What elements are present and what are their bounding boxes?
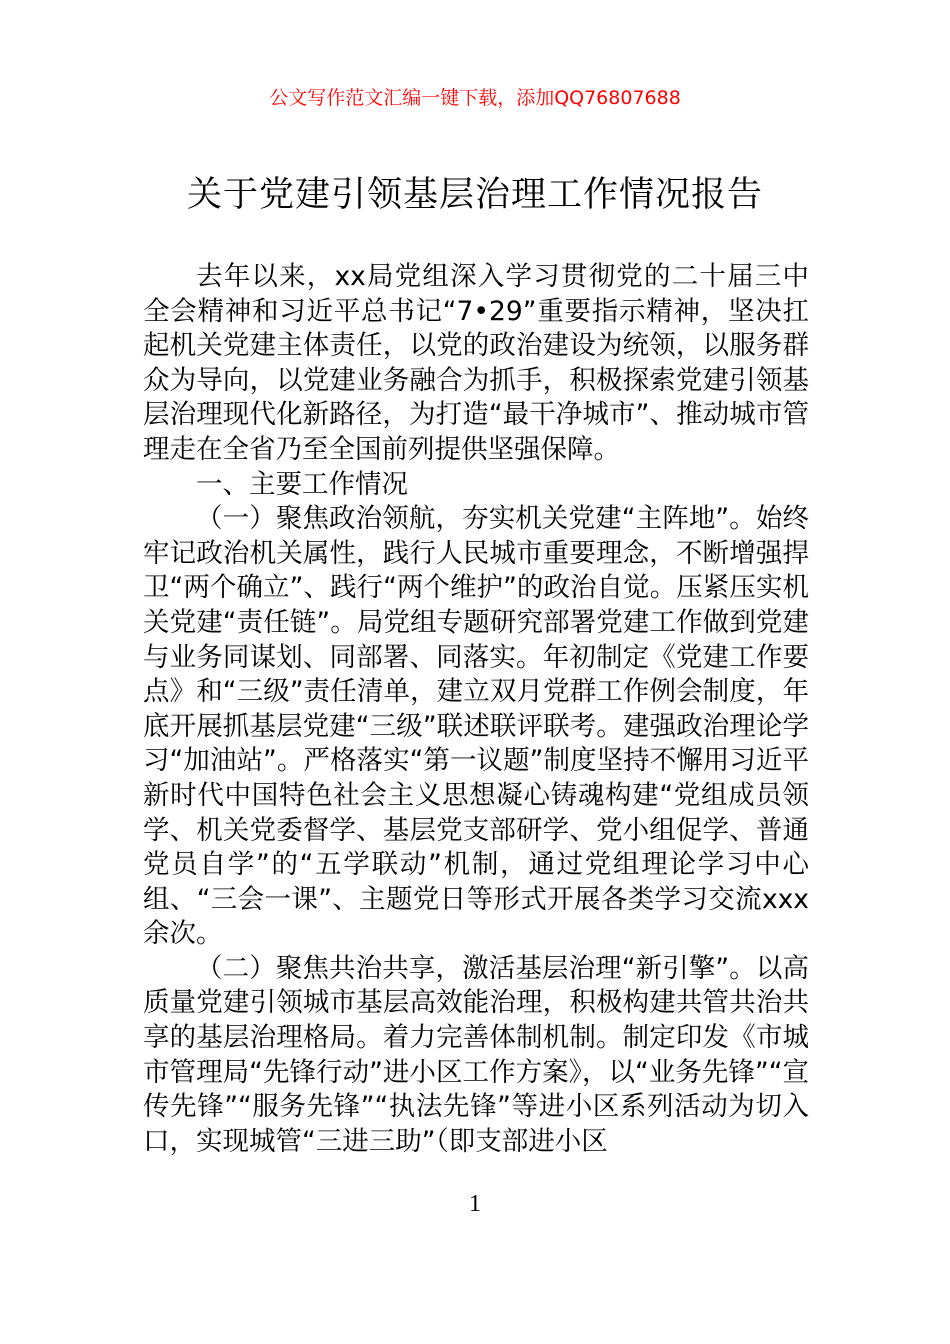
intro-paragraph: 去年以来，xx局党组深入学习贯彻党的二十届三中全会精神和习近平总书记“7•29”重要指示精神，坚决扛起机关党建主体责任，以党的政治建设为统领，以服务群众为导向，以党建业务融合为抓手，积极探索党建引领基层治理现代化新路径，为打造“最干净城市”、推动城市管理走在全省乃至全国前列提供坚强保障。 (143, 261, 809, 465)
body-paragraph: （二）聚焦共治共享，激活基层治理“新引擎”。以高质量党建引领城市基层高效能治理，积极构建共管共治共享的基层治理格局。着力完善体制机制。制定印发《市城市管理局“先锋行动”进小区工作方案》，以“业务先锋”“宣传先锋”“服务先锋”“执法先锋”等进小区系列活动为切入口，实现城管“三进三助”（即支部进小区 (143, 952, 809, 1157)
document-title: 关于党建引领基层治理工作情况报告 (186, 175, 763, 215)
page-number: 1 (469, 1191, 481, 1217)
document-body (143, 260, 809, 1159)
section-heading: 一、主要工作情况 (196, 468, 408, 500)
promo-banner: 公文写作范文汇编一键下载，添加QQ76807688 (269, 87, 681, 109)
body-paragraph: （一）聚焦政治领航，夯实机关党建“主阵地”。始终牢记政治机关属性，践行人民城市重要理念，不断增强捍卫“两个确立”、践行“两个维护”的政治自觉。压紧压实机关党建“责任链”。局党组专题研究部署党建工作做到党建与业务同谋划、同部署、同落实。年初制定《党建工作要点》和“三级”责任清单，建立双月党群工作例会制度，年底开展抓基层党建“三级”联述联评联考。建强政治理论学习“加油站”。严格落实“第一议题”制度坚持不懈用习近平新时代中国特色社会主义思想凝心铸魂构建“党组成员领学、机关党委督学、基层党支部研学、党小组促学、普通党员自学”的“五学联动”机制，通过党组理论学习中心组、“三会一课”、主题党日等形式开展各类学习交流xxx余次。 (143, 503, 809, 950)
